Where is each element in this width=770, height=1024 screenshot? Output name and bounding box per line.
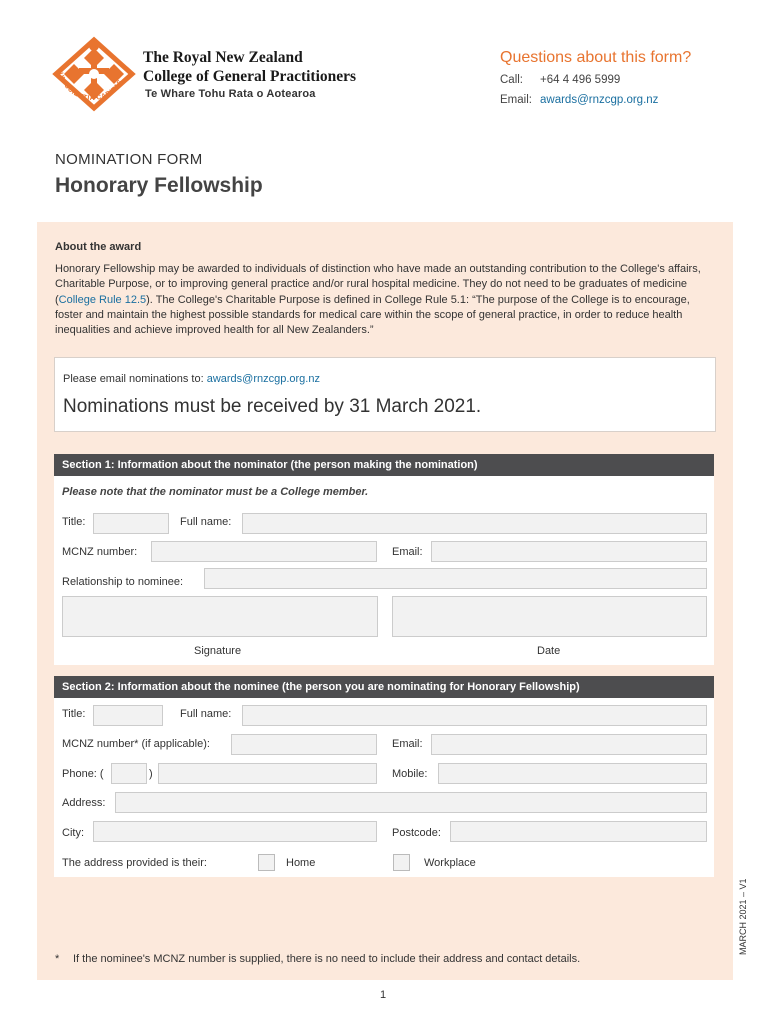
nominee-phone-label: Phone: ( — [62, 768, 104, 780]
home-checkbox[interactable] — [258, 854, 275, 871]
submission-prefix: Please email nominations to: — [63, 373, 204, 385]
about-text-part1: Honorary Fellowship may be awarded to individuals of distinction who have made an outstanding contribution to the College's affairs, Charitable Purpose, or to improving general practice and/or rural hospital medicine. They do not need to be graduates of medicine ( — [55, 263, 701, 306]
logo-motto: CUM SCIENTIA CARITAS — [55, 67, 125, 102]
nominee-address-field[interactable] — [115, 792, 707, 813]
nominator-fullname-field[interactable] — [242, 513, 707, 534]
page-title: Honorary Fellowship — [55, 174, 263, 197]
submission-email-line — [63, 373, 320, 385]
workplace-checkbox[interactable] — [393, 854, 410, 871]
version-text: MARCH 2021 – V1 — [738, 878, 748, 955]
nominee-email-field[interactable] — [431, 734, 707, 755]
date-field[interactable] — [392, 596, 707, 637]
submission-box — [54, 357, 716, 432]
email-link[interactable]: awards@rnzcgp.org.nz — [540, 94, 659, 106]
version-label — [738, 880, 750, 955]
section2-heading: Section 2: Information about the nominee (the person you are nominating for Honorary Fellowship) — [54, 676, 714, 698]
nominator-fullname-label: Full name: — [180, 516, 232, 528]
nominator-title-field[interactable] — [93, 513, 169, 534]
questions-heading: Questions about this form? — [500, 49, 692, 66]
nominee-mobile-label: Mobile: — [392, 768, 428, 780]
phone-value[interactable]: +64 4 496 5999 — [540, 74, 621, 86]
nominee-city-field[interactable] — [93, 821, 377, 842]
footnote-text: If the nominee's MCNZ number is supplied, there is no need to include their address and contact details. — [73, 953, 581, 965]
nominee-mobile-field[interactable] — [438, 763, 707, 784]
footnote-star: * — [55, 953, 60, 965]
deadline-notice: Nominations must be received by 31 March 2021. — [63, 396, 482, 417]
phone-close-paren: ) — [149, 768, 153, 780]
relationship-label: Relationship to nominee: — [62, 576, 184, 588]
page-number: 1 — [380, 989, 387, 1001]
date-label: Date — [537, 645, 561, 657]
nominee-fullname-label: Full name: — [180, 708, 232, 720]
relationship-field[interactable] — [204, 568, 707, 589]
nominee-fullname-field[interactable] — [242, 705, 707, 726]
org-name-line2: College of General Practitioners — [143, 68, 357, 85]
form-type: NOMINATION FORM — [55, 151, 203, 168]
org-maori-name: Te Whare Tohu Rata o Aotearoa — [145, 88, 316, 100]
nominee-title-field[interactable] — [93, 705, 163, 726]
email-label: Email: — [500, 94, 532, 106]
phone-label: Call: — [500, 74, 524, 86]
about-text-part2: ). The College's Charitable Purpose is defined in College Rule 5.1: “The purpose of the College is to encourage, foster and maintain the highest possible standards for medical care within the scope of general practice, in order to reduce health inequalities and achieve improved health for all New Zealanders.” — [55, 293, 690, 337]
nominee-postcode-field[interactable] — [450, 821, 707, 842]
about-heading: About the award — [55, 241, 142, 253]
submission-email-link[interactable]: awards@rnzcgp.org.nz — [206, 373, 320, 385]
address-type-label: The address provided is their: — [62, 857, 207, 869]
nominee-phone-field[interactable] — [158, 763, 377, 784]
signature-field[interactable] — [62, 596, 378, 637]
nominator-mcnz-field[interactable] — [151, 541, 377, 562]
nominee-email-label: Email: — [392, 738, 423, 750]
nominator-email-field[interactable] — [431, 541, 707, 562]
college-logo — [52, 36, 136, 112]
contact-email — [500, 94, 658, 106]
nominee-mcnz-field[interactable] — [231, 734, 377, 755]
footnote — [55, 953, 580, 965]
home-label: Home — [286, 857, 316, 869]
org-name-line1: The Royal New Zealand — [143, 49, 303, 66]
nominee-city-label: City: — [62, 827, 84, 839]
nominator-email-label: Email: — [392, 546, 423, 558]
nominee-address-label: Address: — [62, 797, 106, 809]
college-rule-link[interactable]: College Rule 12.5 — [58, 293, 147, 306]
nominee-title-label: Title: — [62, 708, 86, 720]
nominee-postcode-label: Postcode: — [392, 827, 441, 839]
about-text — [55, 262, 705, 338]
signature-label: Signature — [194, 645, 242, 657]
nominator-title-label: Title: — [62, 516, 86, 528]
workplace-label: Workplace — [424, 857, 476, 869]
section1-note: Please note that the nominator must be a College member. — [62, 486, 369, 498]
contact-phone — [500, 74, 620, 86]
phone-area-code-field[interactable] — [111, 763, 147, 784]
section1-heading: Section 1: Information about the nominator (the person making the nomination) — [54, 454, 714, 476]
nominator-mcnz-label: MCNZ number: — [62, 546, 138, 558]
nominee-mcnz-label: MCNZ number* (if applicable): — [62, 738, 210, 750]
